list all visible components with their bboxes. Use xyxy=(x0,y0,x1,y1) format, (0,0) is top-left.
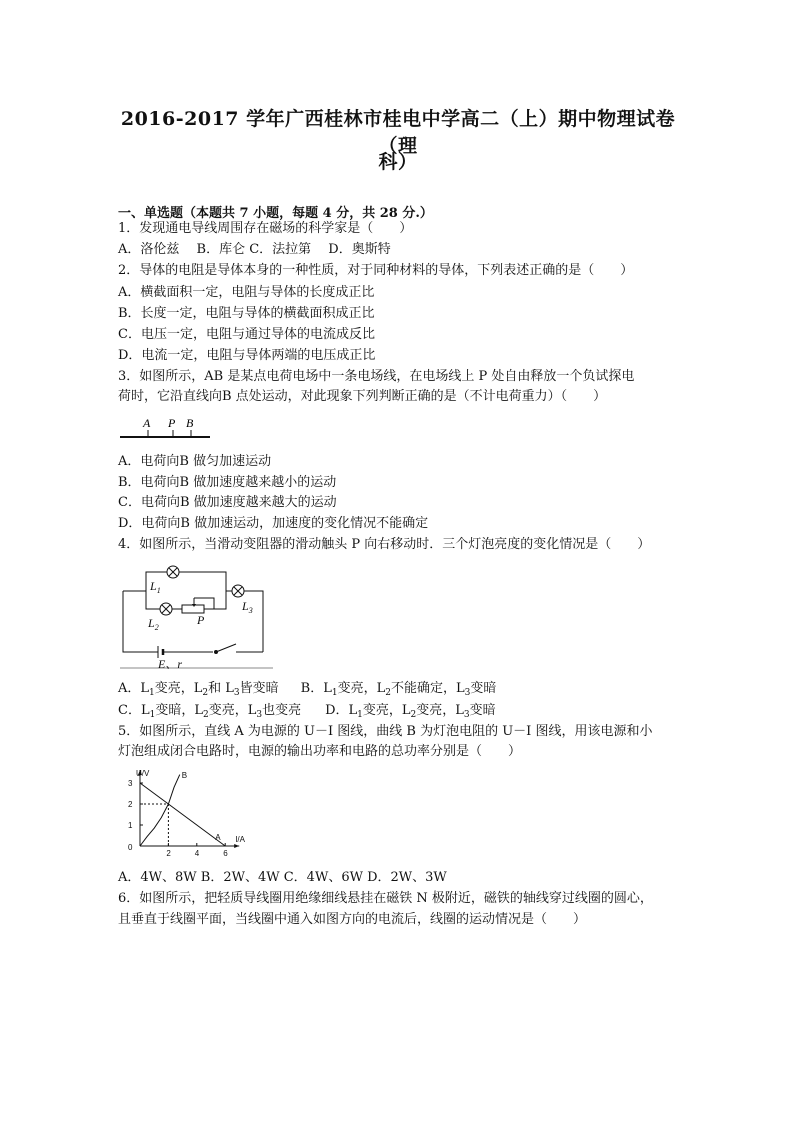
q3-option-a: A．电荷向B 做匀加速运动 xyxy=(118,454,272,469)
q3-option-d: D．电荷向B 做加速运动，加速度的变化情况不能确定 xyxy=(118,516,429,531)
q2-option-a: A．横截面积一定，电阻与导体的长度成正比 xyxy=(118,285,375,300)
q3-stem-line1: 3．如图所示，AB 是某点电荷电场中一条电场线，在电场线上 P 处自由释放一个负试探电 xyxy=(118,369,635,384)
x-tick-label: 6 xyxy=(223,849,228,858)
label-p: P xyxy=(168,416,176,430)
q5-options: A．4W、8W B．2W、4W C．4W、6W D．2W、3W xyxy=(118,870,447,885)
series-a-line xyxy=(140,783,225,846)
x-axis-arrow-icon xyxy=(234,844,239,848)
label-a: A xyxy=(143,416,151,430)
label-b: B xyxy=(186,416,194,430)
section-heading: 一、单选题（本题共 7 小题，每题 4 分，共 28 分.） xyxy=(118,206,433,221)
y-tick-label: 3 xyxy=(128,779,133,788)
series-a-label: A xyxy=(215,833,221,842)
origin-label: 0 xyxy=(128,843,133,852)
label-p: P xyxy=(197,613,205,627)
x-tick-label: 2 xyxy=(166,849,171,858)
label-l3: $L_3$ xyxy=(242,599,253,615)
label-er: E、r xyxy=(158,657,183,671)
q4-option-d: D．$L_1$变亮，$L_2$变亮，$L_3$变暗 xyxy=(325,703,496,720)
q5-stem-line2: 灯泡组成闭合电路时，电源的输出功率和电路的总功率分别是（ ） xyxy=(118,744,522,759)
label-l1: $L_1$ xyxy=(150,579,161,595)
circuit-diagram xyxy=(118,560,278,672)
q4-option-b: B．$L_1$变亮，$L_2$不能确定，$L_3$变暗 xyxy=(300,681,497,698)
q4-option-a: A．$L_1$变亮，$L_2$和 $L_3$皆变暗 xyxy=(118,681,279,698)
q6-stem-line1: 6．如图所示，把轻质导线圈用绝缘细线悬挂在磁铁 N 极附近，磁铁的轴线穿过线圈的圆心， xyxy=(118,891,653,906)
y-tick-label: 1 xyxy=(128,821,133,830)
rheostat xyxy=(182,605,204,613)
q2-option-b: B．长度一定，电阻与导体的横截面积成正比 xyxy=(118,306,375,321)
x-axis-label: I/A xyxy=(235,835,245,844)
ui-graph xyxy=(118,766,278,864)
x-tick-label: 4 xyxy=(194,849,200,858)
q3-stem-line2: 荷时，它沿直线向B 点处运动，对此现象下列判断正确的是（不计电荷重力）（ ） xyxy=(118,389,607,404)
switch-pivot xyxy=(214,650,218,654)
series-b-label: B xyxy=(181,771,188,780)
exam-title-line1: 2016-2017 学年广西桂林市桂电中学高二（上）期中物理试卷（理 xyxy=(120,108,676,157)
q4-options-row2 xyxy=(118,702,496,720)
q4-option-c: C．$L_1$变暗，$L_2$变亮，$L_3$也变亮 xyxy=(118,703,302,720)
q2-option-d: D．电流一定，电阻与导体两端的电压成正比 xyxy=(118,348,376,363)
q1-options: A．洛伦兹 B．库仑 C．法拉第 D．奥斯特 xyxy=(118,242,391,257)
q6-stem-line2: 且垂直于线圈平面，当线圈中通入如图方向的电流后，线圈的运动情况是（ ） xyxy=(118,912,587,927)
q3-option-b: B．电荷向B 做加速度越来越小的运动 xyxy=(118,475,337,490)
electric-field-line-figure xyxy=(118,414,218,444)
series-b-line xyxy=(140,775,180,846)
y-axis-label: U/V xyxy=(136,769,150,778)
q4-stem: 4．如图所示，当滑动变阻器的滑动触头 P 向右移动时．三个灯泡亮度的变化情况是（ ） xyxy=(118,537,651,552)
q3-option-c: C．电荷向B 做加速度越来越大的运动 xyxy=(118,495,337,510)
q2-option-c: C．电压一定，电阻与通过导体的电流成反比 xyxy=(118,327,375,342)
exam-title-line2: 科） xyxy=(378,151,418,173)
q2-stem: 2．导体的电阻是导体本身的一种性质，对于同种材料的导体，下列表述正确的是（ ） xyxy=(118,263,634,278)
q1-stem: 1．发现通电导线周围存在磁场的科学家是（ ） xyxy=(118,221,413,236)
label-l2: $L_2$ xyxy=(148,616,159,632)
q4-options-row1 xyxy=(118,680,496,698)
y-tick-label: 2 xyxy=(128,800,133,809)
switch-lever xyxy=(216,644,236,652)
q5-stem-line1: 5．如图所示，直线 A 为电源的 U－I 图线，曲线 B 为灯泡电阻的 U－I 图线，用该电源和小 xyxy=(118,724,653,739)
